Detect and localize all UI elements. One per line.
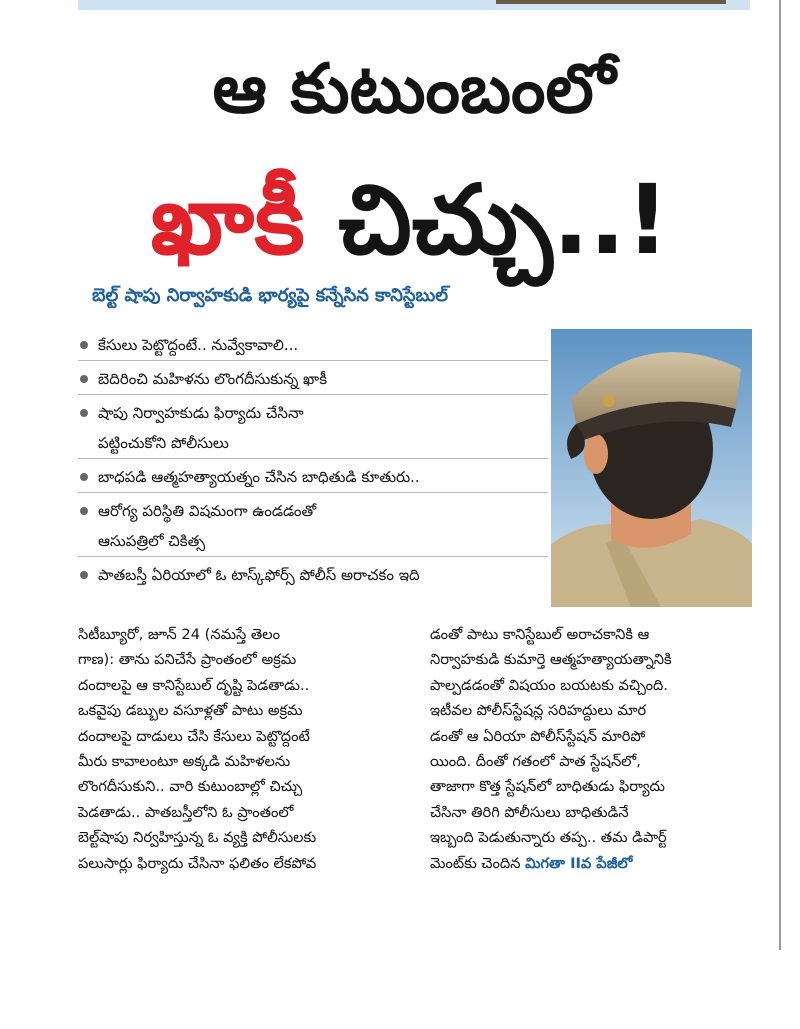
bullet-icon [80, 473, 88, 481]
article-body-left: సిటీబ్యూరో, జూన్ 24 (నమస్తే తెలం గాణ): తాను పనిచేసే ప్రాంతంలో అక్రమ దందాలపై ఆ కానిస్టేబుల్ దృష్టి పెడతాడు.. ఒకవైపు డబ్బుల వసూళ్లతో పాటు అక్రమ దందాలపై దాడులు చేసి కేసులు పెట్టొద్దంటే మీరు కావాలంటూ అక్కడి మహిళలను లొంగదీసుకుని.. వారి కుటుంబాల్లో చిచ్చు పెడతాడు.. పాతబస్తీలోని ఓ ప్రాంతంలో బెల్ట్‌షాపు నిర్వహిస్తున్న ఓ వ్యక్తి పోలీసులకు పలుసార్లు ఫిర్యాదు చేసినా ఫలితం లేకపోవ [78, 626, 317, 872]
highlights-list [78, 330, 548, 593]
column-divider [779, 0, 781, 950]
headline-black-words: చిచ్చు..! [304, 164, 670, 276]
bullet-icon [80, 409, 88, 417]
police-cap-icon [551, 329, 752, 607]
highlight-item [78, 330, 548, 361]
highlight-text: పాతబస్తీ ఏరియాలో ఓ టాస్క్‌ఫోర్స్ పోలీస్ అరాచకం ఇది [98, 566, 420, 584]
highlight-text-continued: ఆసుపత్రిలో చికిత్స [98, 532, 206, 550]
highlight-text: షాపు నిర్వాహకుడు ఫిర్యాదు చేసినా [98, 404, 304, 422]
previous-article-strip [78, 0, 750, 10]
headline-red-word: ఖాకీ [150, 164, 305, 276]
headline-line-1: ఆ కుటుంబంలో [212, 50, 616, 129]
previous-article-image-edge [496, 0, 726, 4]
highlight-item [78, 560, 548, 590]
article-body-right-text: డంతో పాటు కానిస్టేబుల్ అరాచకానికి ఆ నిర్వాహకుడి కుమార్తె ఆత్మహత్యాయత్నానికి పాల్పడడంతో విషయం బయటకు వచ్చింది. ఇటీవల పోలీస్‌స్టేషన్ల సరిహద్దులు మార డంతో ఆ ఏరియా పోలీస్‌స్టేషన్ మారిపో యింది. దీంతో గతంలో పాత స్టేషన్‌లో, తాజాగా కొత్త స్టేషన్‌లో బాధితుడు ఫిర్యాదు చేసినా తిరిగి పోలీసులు బాధితుడినే ఇబ్బంది పెడుతున్నారు తప్ప.. తమ డిపార్ట్ మెంట్‌కు చెందిన [430, 626, 672, 872]
bullet-icon [80, 341, 88, 349]
highlight-text-continued: పట్టించుకోని పోలీసులు [98, 434, 229, 452]
highlight-text: బెదిరించి మహిళను లొంగదీసుకున్న ఖాకీ [98, 370, 328, 388]
highlight-item [78, 496, 548, 557]
highlight-text: కేసులు పెట్టొద్దంటే.. నువ్వేకావాలి... [98, 336, 299, 354]
highlight-item [78, 398, 548, 459]
highlight-text: బాధపడి ఆత్మహత్యాయత్నం చేసిన బాధితుడి కూతురు.. [98, 468, 420, 486]
article-body-right [430, 622, 763, 876]
subheadline: బెల్ట్ షాపు నిర్వాహకుడి భార్యపై కన్నేసిన కానిస్టేబుల్ [92, 285, 448, 306]
continued-on-page-link[interactable]: మిగతా IIవ పేజీలో [525, 854, 633, 872]
bullet-icon [80, 571, 88, 579]
highlight-text: ఆరోగ్య పరిస్థితి విషమంగా ఉండడంతో [98, 502, 317, 520]
bullet-icon [80, 375, 88, 383]
bullet-icon [80, 507, 88, 515]
highlight-item [78, 462, 548, 493]
police-officer-illustration [551, 329, 752, 607]
headline-line-2 [60, 150, 760, 290]
highlight-item [78, 364, 548, 395]
